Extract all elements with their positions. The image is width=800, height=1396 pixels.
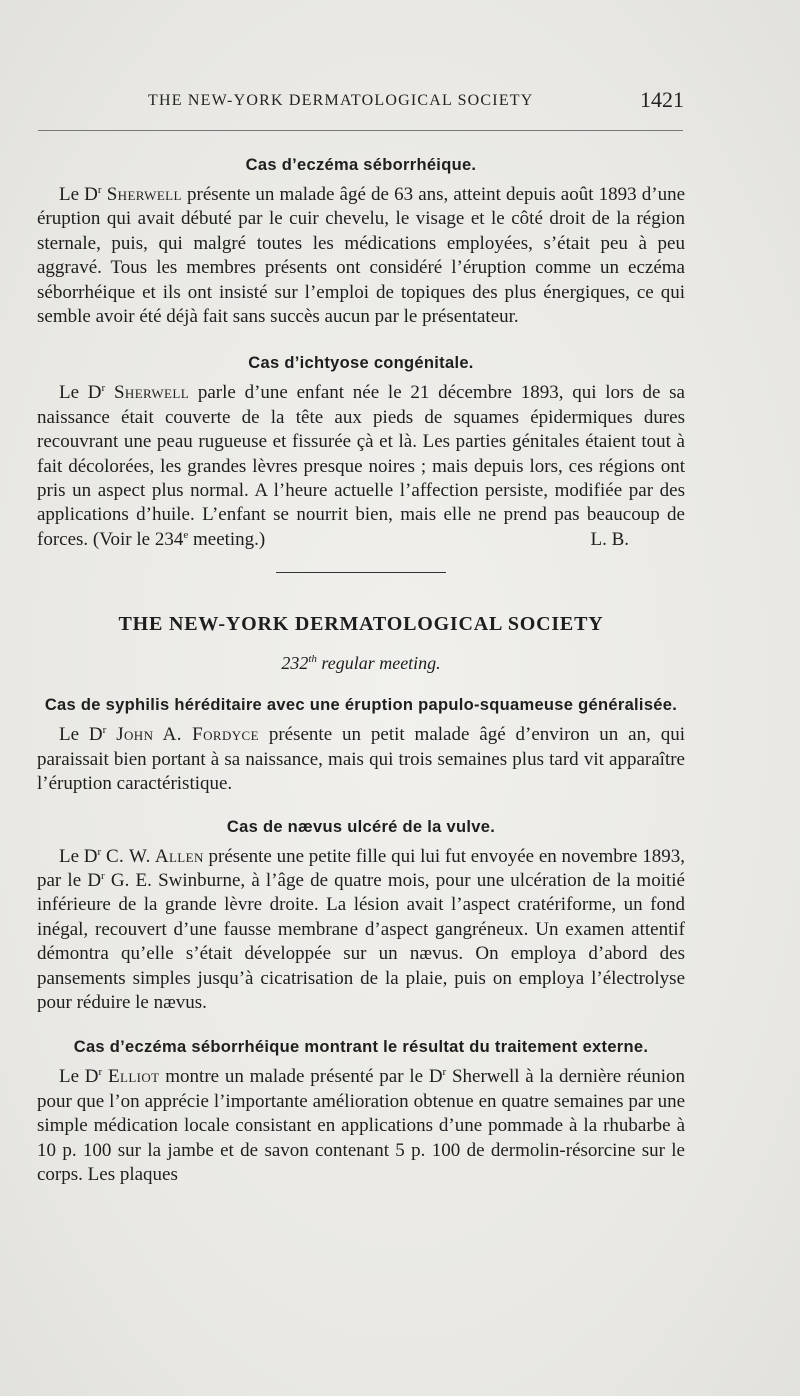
- signature: L. B.: [590, 528, 629, 550]
- doctor-name: Sherwell: [106, 184, 182, 205]
- page-content: [37, 153, 685, 1187]
- meeting-subtitle: [37, 651, 685, 675]
- para-text: présente un petit malade âgé d’environ un an, qui paraissait bien portant à sa naissance, mais qui trois semaines plus tard vit apparaître l’éruption caractéristique.: [37, 724, 686, 795]
- section-title-eczema-traitement: Cas d’eczéma séborrhéique montrant le résultat du traitement externe.: [73, 1038, 649, 1057]
- para-lead: Le D: [59, 382, 102, 404]
- meeting-number: 232: [281, 653, 309, 674]
- para-text: parle d’une enfant née le 21 décembre 1893, qui lors de sa naissance était couverte de la tête aux pieds de squames épidermiques dures recouvrant une peau rugueuse et fissurée çà et là. Les parties génitales étaient tout à fait décolorées, les grandes lèvres presque noires ; mais depuis lors, ces régions ont pris un aspect plus normal. A l’heure actuelle l’affection persiste, modifiée par des applications d’huile. L’enfant se nourrit bien, mais elle ne prend pas beaucoup de forces. (Voir le 234: [37, 382, 685, 550]
- doctor-abbrev-sup-2: r: [101, 869, 105, 882]
- doctor-name: Sherwell: [113, 382, 190, 404]
- para-lead: Le D: [59, 1066, 99, 1088]
- para-lead: Le D: [59, 724, 103, 746]
- para-text-cont: Sherwell à la dernière réunion pour que l’on apprécie l’importante amélioration obtenue en quatre semaines par une simple médication locale consistant en applications d’une pommade à la rhubarbe à 10 p. 100 sur la jambe et de savon contenant 5 p. 100 de dermolin-résorcine sur le corps. Les plaques: [37, 1066, 685, 1185]
- section-title-syphilis: Cas de syphilis héréditaire avec une éruption papulo-squameuse généralisée.: [44, 696, 678, 715]
- header-rule: [38, 130, 683, 131]
- doctor-name: Elliot: [107, 1066, 160, 1088]
- paragraph-eczema-traitement: [37, 1065, 685, 1187]
- paragraph-naevus: [37, 845, 685, 1016]
- para-lead: Le D: [59, 184, 98, 205]
- doctor-abbrev-sup-2: r: [442, 1066, 447, 1079]
- society-title: THE NEW-YORK DERMATOLOGICAL SOCIETY: [118, 613, 604, 636]
- para-text-end: meeting.): [188, 528, 266, 550]
- meeting-ordinal: th: [308, 653, 317, 666]
- para-text: présente un malade âgé de 63 ans, atteint depuis août 1893 d’une éruption qui avait débuté par le cuir chevelu, le visage et le côté droit de la région sternale, puis, qui malgré toutes les médications employées, s’était peu à peu aggravé. Tous les membres présents ont considéré l’éruption comme un eczéma séborrhéique et ils ont insisté sur l’emploi de topiques des plus énergiques, ce qui semble avoir été déjà fait sans succès aucun par le présentateur.: [37, 184, 686, 328]
- doctor-abbrev-sup: r: [101, 382, 106, 395]
- meeting-text: regular meeting.: [316, 653, 441, 674]
- doctor-name: C. W. Allen: [105, 845, 204, 867]
- doctor-abbrev-sup: r: [97, 184, 102, 196]
- doctor-abbrev-sup: r: [102, 724, 107, 737]
- section-title-naevus: Cas de nævus ulcéré de la vulve.: [226, 817, 496, 836]
- page-number: 1421: [640, 87, 684, 112]
- para-text: montre un malade présenté par le D: [159, 1066, 443, 1088]
- paragraph-ichtyose: [37, 381, 685, 552]
- doctor-name: John A. Fordyce: [116, 724, 259, 746]
- para-lead: Le D: [59, 845, 98, 867]
- ordinal-sup: e: [183, 528, 189, 541]
- para-text-cont: G. E. Swinburne, à l’âge de quatre mois, pour une ulcération de la moitié inférieure de la grande lèvre droite. La lésion avait l’aspect cratériforme, un fond inégal, recouvert d’une fausse membrane d’aspect gangréneux. Un examen attentif démontra qu’elle s’était développée sur un nævus. On employa d’abord des pansements simples jusqu’à cicatrisation de la plaie, puis on employa l’électrolyse pour réduire le nævus.: [37, 869, 685, 1013]
- section-divider: [276, 572, 446, 573]
- paragraph-syphilis: [37, 723, 685, 796]
- para-text: présente une petite fille qui lui fut envoyée en novembre 1893, par le D: [37, 845, 685, 891]
- section-title-eczema: Cas d’eczéma séborrhéique.: [245, 156, 477, 174]
- doctor-abbrev-sup: r: [97, 845, 102, 858]
- doctor-abbrev-sup: r: [98, 1066, 103, 1079]
- running-title: THE NEW-YORK DERMATOLOGICAL SOCIETY: [148, 92, 534, 109]
- paragraph-eczema: [37, 183, 685, 329]
- section-title-ichtyose: Cas d’ichtyose congénitale.: [248, 354, 474, 373]
